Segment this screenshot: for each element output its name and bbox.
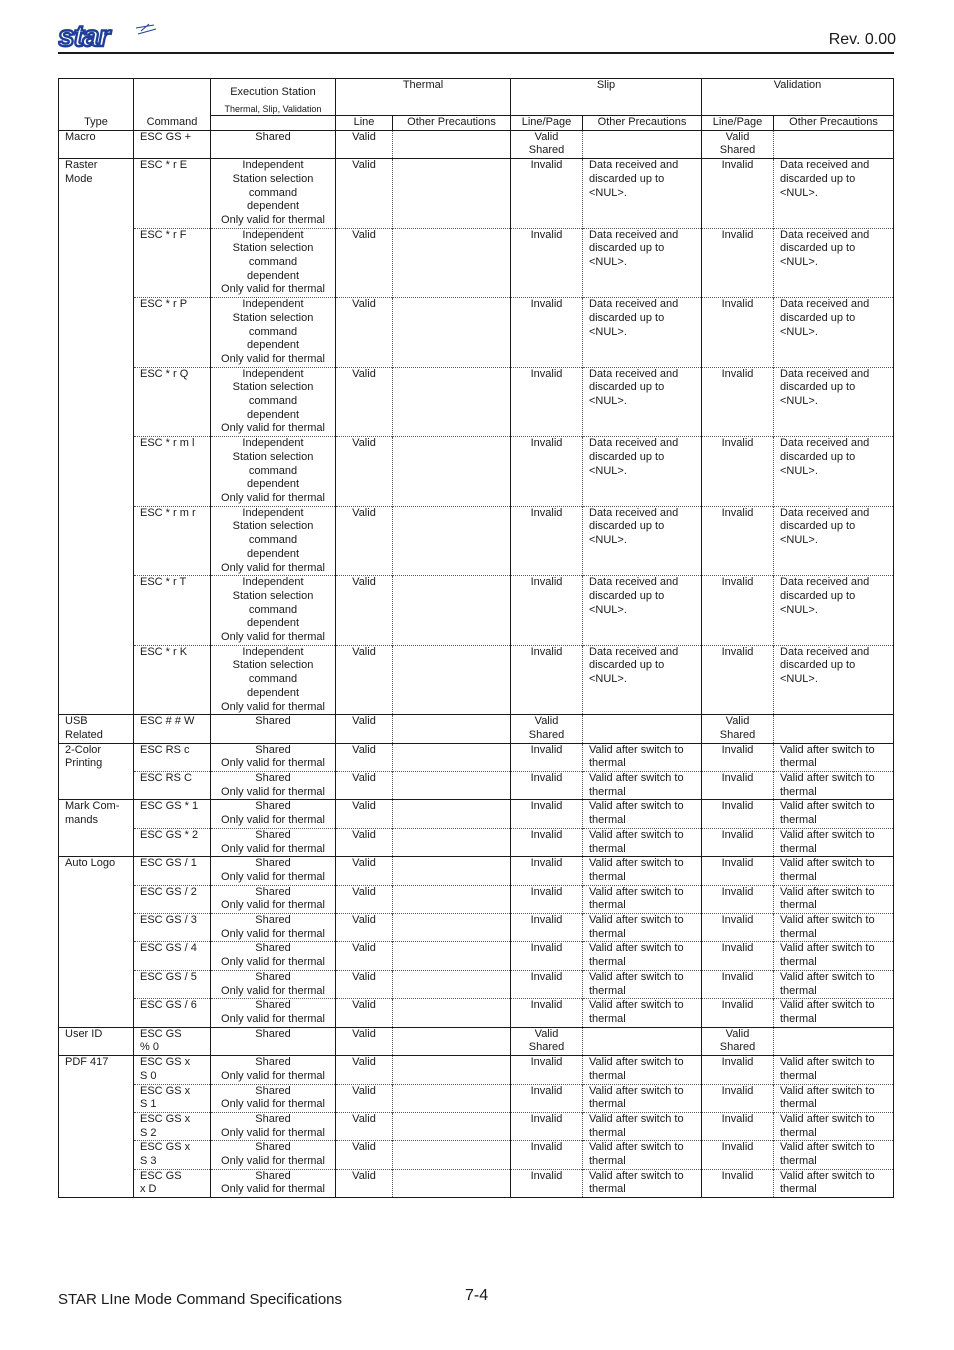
table-row (59, 743, 894, 771)
cell-thermal-other (393, 159, 511, 229)
header-slip: Slip (511, 79, 702, 116)
table-row (59, 228, 894, 298)
cell-exec: Independent Station selection command dependent Only valid for thermal (211, 645, 336, 715)
cell-slip-other: Valid after switch to thermal (583, 1112, 702, 1140)
cell-thermal-line: Valid (336, 130, 393, 158)
cell-validation-other: Data received and discarded up to <NUL>. (774, 437, 894, 507)
cell-slip-linepage: Valid Shared (511, 1027, 583, 1055)
table-row (59, 1084, 894, 1112)
cell-validation-other: Valid after switch to thermal (774, 970, 894, 998)
command-station-table (58, 78, 894, 1198)
table-body (59, 130, 894, 1197)
cell-validation-linepage: Invalid (702, 914, 774, 942)
header-thermal: Thermal (336, 79, 511, 116)
cell-thermal-other (393, 914, 511, 942)
cell-exec: Shared Only valid for thermal (211, 772, 336, 800)
cell-thermal-other (393, 130, 511, 158)
cell-type (59, 298, 134, 368)
header-slip-other: Other Precautions (583, 116, 702, 131)
table-row (59, 645, 894, 715)
cell-slip-linepage: Invalid (511, 999, 583, 1027)
cell-thermal-other (393, 645, 511, 715)
cell-slip-linepage: Invalid (511, 1084, 583, 1112)
cell-validation-other: Valid after switch to thermal (774, 1112, 894, 1140)
cell-cmd: ESC GS / 6 (134, 999, 211, 1027)
cell-cmd: ESC GS / 4 (134, 942, 211, 970)
table-row (59, 1141, 894, 1169)
cell-cmd: ESC GS x D (134, 1169, 211, 1197)
cell-validation-other: Valid after switch to thermal (774, 1141, 894, 1169)
cell-exec: Shared Only valid for thermal (211, 1112, 336, 1140)
table-row (59, 367, 894, 437)
cell-slip-other: Valid after switch to thermal (583, 1169, 702, 1197)
cell-validation-linepage: Invalid (702, 159, 774, 229)
cell-type (59, 645, 134, 715)
cell-cmd: ESC * r m l (134, 437, 211, 507)
cell-validation-other: Data received and discarded up to <NUL>. (774, 228, 894, 298)
cell-slip-other: Valid after switch to thermal (583, 743, 702, 771)
table-row (59, 914, 894, 942)
cell-cmd: ESC RS C (134, 772, 211, 800)
cell-slip-linepage: Invalid (511, 367, 583, 437)
cell-slip-linepage: Invalid (511, 228, 583, 298)
cell-cmd: ESC * r K (134, 645, 211, 715)
cell-cmd: ESC RS c (134, 743, 211, 771)
table-row (59, 1169, 894, 1197)
cell-validation-linepage: Invalid (702, 800, 774, 828)
cell-validation-other: Valid after switch to thermal (774, 800, 894, 828)
cell-thermal-line: Valid (336, 367, 393, 437)
cell-slip-other: Valid after switch to thermal (583, 800, 702, 828)
table-row (59, 857, 894, 885)
cell-thermal-other (393, 367, 511, 437)
cell-slip-linepage: Invalid (511, 772, 583, 800)
cell-validation-other: Valid after switch to thermal (774, 772, 894, 800)
cell-slip-linepage: Invalid (511, 437, 583, 507)
cell-cmd: ESC * r E (134, 159, 211, 229)
cell-cmd: ESC GS / 5 (134, 970, 211, 998)
cell-type: User ID (59, 1027, 134, 1055)
cell-validation-linepage: Valid Shared (702, 130, 774, 158)
cell-validation-linepage: Invalid (702, 298, 774, 368)
cell-slip-other: Data received and discarded up to <NUL>. (583, 576, 702, 646)
cell-validation-linepage: Valid Shared (702, 1027, 774, 1055)
cell-slip-other: Data received and discarded up to <NUL>. (583, 298, 702, 368)
cell-slip-linepage: Invalid (511, 1169, 583, 1197)
cell-cmd: ESC * r P (134, 298, 211, 368)
cell-exec: Shared Only valid for thermal (211, 999, 336, 1027)
cell-thermal-line: Valid (336, 1056, 393, 1084)
cell-exec: Shared Only valid for thermal (211, 1141, 336, 1169)
cell-validation-linepage: Invalid (702, 857, 774, 885)
cell-type: Auto Logo (59, 857, 134, 885)
cell-exec: Shared Only valid for thermal (211, 885, 336, 913)
star-logo (58, 22, 158, 50)
cell-exec: Shared (211, 130, 336, 158)
cell-slip-other: Valid after switch to thermal (583, 885, 702, 913)
cell-thermal-other (393, 1141, 511, 1169)
cell-cmd: ESC GS * 1 (134, 800, 211, 828)
cell-slip-other: Valid after switch to thermal (583, 914, 702, 942)
cell-validation-other: Data received and discarded up to <NUL>. (774, 506, 894, 576)
cell-thermal-line: Valid (336, 800, 393, 828)
cell-slip-other: Valid after switch to thermal (583, 970, 702, 998)
header-validation: Validation (702, 79, 894, 116)
cell-exec: Shared Only valid for thermal (211, 1084, 336, 1112)
cell-thermal-other (393, 1112, 511, 1140)
cell-validation-other: Valid after switch to thermal (774, 857, 894, 885)
cell-cmd: ESC * r F (134, 228, 211, 298)
table-row (59, 298, 894, 368)
cell-validation-other: Valid after switch to thermal (774, 999, 894, 1027)
cell-thermal-other (393, 437, 511, 507)
header-exec (211, 79, 336, 116)
cell-exec: Shared (211, 715, 336, 743)
cell-thermal-other (393, 999, 511, 1027)
cell-slip-linepage: Invalid (511, 914, 583, 942)
cell-type (59, 506, 134, 576)
cell-validation-other: Valid after switch to thermal (774, 1056, 894, 1084)
cell-type (59, 1169, 134, 1197)
cell-validation-linepage: Invalid (702, 885, 774, 913)
table-row (59, 999, 894, 1027)
cell-type (59, 885, 134, 913)
cell-type: PDF 417 (59, 1056, 134, 1084)
cell-type (59, 999, 134, 1027)
cell-thermal-line: Valid (336, 999, 393, 1027)
cell-slip-other: Data received and discarded up to <NUL>. (583, 506, 702, 576)
cell-slip-linepage: Invalid (511, 743, 583, 771)
cell-validation-linepage: Invalid (702, 1084, 774, 1112)
cell-validation-other (774, 715, 894, 743)
cell-slip-other: Data received and discarded up to <NUL>. (583, 228, 702, 298)
cell-exec: Shared Only valid for thermal (211, 828, 336, 856)
cell-validation-linepage: Invalid (702, 1056, 774, 1084)
cell-thermal-other (393, 942, 511, 970)
cell-exec: Independent Station selection command dependent Only valid for thermal (211, 298, 336, 368)
header-type: Type (59, 79, 134, 131)
cell-slip-linepage: Invalid (511, 576, 583, 646)
header-command: Command (134, 79, 211, 131)
cell-slip-other (583, 1027, 702, 1055)
cell-slip-other: Data received and discarded up to <NUL>. (583, 159, 702, 229)
cell-validation-other: Data received and discarded up to <NUL>. (774, 576, 894, 646)
cell-thermal-other (393, 828, 511, 856)
cell-exec: Independent Station selection command dependent Only valid for thermal (211, 506, 336, 576)
header-exec-spacer (211, 116, 336, 131)
cell-slip-other (583, 715, 702, 743)
cell-slip-linepage: Valid Shared (511, 130, 583, 158)
cell-validation-other: Valid after switch to thermal (774, 914, 894, 942)
cell-validation-linepage: Invalid (702, 970, 774, 998)
cell-slip-linepage: Invalid (511, 1141, 583, 1169)
cell-thermal-line: Valid (336, 1112, 393, 1140)
cell-validation-linepage: Invalid (702, 772, 774, 800)
cell-type: 2-Color Printing (59, 743, 134, 771)
cell-thermal-line: Valid (336, 743, 393, 771)
cell-slip-other: Valid after switch to thermal (583, 828, 702, 856)
cell-type (59, 576, 134, 646)
table-row (59, 885, 894, 913)
cell-type (59, 367, 134, 437)
table-row (59, 942, 894, 970)
cell-slip-linepage: Invalid (511, 298, 583, 368)
cell-slip-linepage: Invalid (511, 942, 583, 970)
cell-validation-other (774, 1027, 894, 1055)
cell-exec: Shared Only valid for thermal (211, 743, 336, 771)
table-row (59, 1056, 894, 1084)
header-validation-other: Other Precautions (774, 116, 894, 131)
cell-validation-linepage: Invalid (702, 437, 774, 507)
cell-thermal-other (393, 228, 511, 298)
table-row (59, 437, 894, 507)
cell-validation-linepage: Invalid (702, 645, 774, 715)
cell-thermal-line: Valid (336, 885, 393, 913)
footer-page-number: 7-4 (465, 1287, 489, 1304)
cell-validation-other: Valid after switch to thermal (774, 1084, 894, 1112)
cell-validation-other: Data received and discarded up to <NUL>. (774, 645, 894, 715)
cell-slip-linepage: Invalid (511, 1056, 583, 1084)
cell-exec: Shared Only valid for thermal (211, 1169, 336, 1197)
cell-cmd: ESC GS / 1 (134, 857, 211, 885)
cell-slip-other: Data received and discarded up to <NUL>. (583, 367, 702, 437)
table-row (59, 715, 894, 743)
cell-thermal-other (393, 576, 511, 646)
cell-validation-other: Valid after switch to thermal (774, 942, 894, 970)
cell-slip-other: Valid after switch to thermal (583, 942, 702, 970)
cell-validation-linepage: Invalid (702, 576, 774, 646)
cell-slip-linepage: Invalid (511, 828, 583, 856)
cell-type (59, 228, 134, 298)
cell-cmd: ESC GS + (134, 130, 211, 158)
cell-thermal-line: Valid (336, 506, 393, 576)
table-row (59, 800, 894, 828)
cell-type (59, 437, 134, 507)
cell-slip-linepage: Invalid (511, 800, 583, 828)
cell-thermal-other (393, 506, 511, 576)
cell-exec: Shared Only valid for thermal (211, 970, 336, 998)
cell-type (59, 828, 134, 856)
cell-type (59, 1112, 134, 1140)
cell-cmd: ESC GS x S 2 (134, 1112, 211, 1140)
cell-type (59, 772, 134, 800)
cell-slip-other: Data received and discarded up to <NUL>. (583, 645, 702, 715)
cell-thermal-line: Valid (336, 1141, 393, 1169)
header-thermal-line: Line (336, 116, 393, 131)
cell-cmd: ESC # # W (134, 715, 211, 743)
cell-type (59, 914, 134, 942)
footer-doc-title: STAR LIne Mode Command Specifications (58, 1291, 343, 1308)
cell-thermal-line: Valid (336, 1169, 393, 1197)
cell-validation-linepage: Invalid (702, 1141, 774, 1169)
cell-thermal-other (393, 1027, 511, 1055)
header-slip-linepage: Line/Page (511, 116, 583, 131)
header-rule (58, 52, 894, 54)
table-row (59, 970, 894, 998)
table-row (59, 828, 894, 856)
cell-slip-linepage: Valid Shared (511, 715, 583, 743)
cell-slip-other: Valid after switch to thermal (583, 1141, 702, 1169)
cell-type (59, 942, 134, 970)
table-row (59, 1027, 894, 1055)
table-row (59, 159, 894, 229)
cell-thermal-other (393, 772, 511, 800)
cell-thermal-line: Valid (336, 970, 393, 998)
cell-exec: Independent Station selection command dependent Only valid for thermal (211, 367, 336, 437)
cell-thermal-other (393, 1056, 511, 1084)
cell-thermal-line: Valid (336, 828, 393, 856)
cell-type (59, 1084, 134, 1112)
cell-thermal-line: Valid (336, 715, 393, 743)
cell-validation-linepage: Invalid (702, 743, 774, 771)
table-row (59, 1112, 894, 1140)
cell-thermal-line: Valid (336, 437, 393, 507)
cell-slip-linepage: Invalid (511, 159, 583, 229)
cell-validation-other: Data received and discarded up to <NUL>. (774, 367, 894, 437)
cell-cmd: ESC * r T (134, 576, 211, 646)
cell-exec: Independent Station selection command dependent Only valid for thermal (211, 228, 336, 298)
logo-text: star (58, 22, 110, 50)
cell-thermal-other (393, 970, 511, 998)
cell-cmd: ESC GS / 3 (134, 914, 211, 942)
header-validation-linepage: Line/Page (702, 116, 774, 131)
cell-slip-other: Valid after switch to thermal (583, 1084, 702, 1112)
cell-exec: Independent Station selection command dependent Only valid for thermal (211, 159, 336, 229)
cell-thermal-other (393, 715, 511, 743)
cell-validation-linepage: Invalid (702, 942, 774, 970)
cell-thermal-line: Valid (336, 1027, 393, 1055)
cell-thermal-line: Valid (336, 772, 393, 800)
cell-exec: Shared (211, 1027, 336, 1055)
header-exec-title: Execution Station (230, 86, 316, 98)
cell-thermal-other (393, 1084, 511, 1112)
cell-thermal-line: Valid (336, 576, 393, 646)
cell-thermal-line: Valid (336, 298, 393, 368)
cell-type: Macro (59, 130, 134, 158)
cell-validation-linepage: Invalid (702, 228, 774, 298)
cell-slip-other: Valid after switch to thermal (583, 999, 702, 1027)
cell-cmd: ESC GS / 2 (134, 885, 211, 913)
cell-thermal-line: Valid (336, 914, 393, 942)
cell-thermal-other (393, 857, 511, 885)
cell-validation-linepage: Invalid (702, 828, 774, 856)
cell-validation-other: Data received and discarded up to <NUL>. (774, 298, 894, 368)
table-row (59, 130, 894, 158)
cell-thermal-line: Valid (336, 857, 393, 885)
cell-thermal-line: Valid (336, 645, 393, 715)
cell-validation-linepage: Valid Shared (702, 715, 774, 743)
cell-thermal-other (393, 800, 511, 828)
cell-thermal-line: Valid (336, 159, 393, 229)
cell-exec: Shared Only valid for thermal (211, 857, 336, 885)
cell-exec: Shared Only valid for thermal (211, 800, 336, 828)
cell-type: USB Related (59, 715, 134, 743)
cell-cmd: ESC GS % 0 (134, 1027, 211, 1055)
table-row (59, 772, 894, 800)
cell-thermal-line: Valid (336, 942, 393, 970)
cell-slip-other: Valid after switch to thermal (583, 772, 702, 800)
cell-validation-linepage: Invalid (702, 367, 774, 437)
cell-validation-linepage: Invalid (702, 1169, 774, 1197)
cell-exec: Shared Only valid for thermal (211, 942, 336, 970)
cell-thermal-line: Valid (336, 1084, 393, 1112)
cell-slip-other: Data received and discarded up to <NUL>. (583, 437, 702, 507)
cell-validation-other: Valid after switch to thermal (774, 1169, 894, 1197)
revision-label: Rev. 0.00 (828, 31, 896, 48)
cell-validation-other: Valid after switch to thermal (774, 885, 894, 913)
cell-slip-linepage: Invalid (511, 885, 583, 913)
cell-thermal-other (393, 1169, 511, 1197)
cell-cmd: ESC * r Q (134, 367, 211, 437)
table-row (59, 576, 894, 646)
table-row (59, 506, 894, 576)
cell-thermal-other (393, 885, 511, 913)
cell-exec: Independent Station selection command dependent Only valid for thermal (211, 437, 336, 507)
cell-slip-linepage: Invalid (511, 970, 583, 998)
cell-slip-other: Valid after switch to thermal (583, 857, 702, 885)
cell-validation-other: Valid after switch to thermal (774, 743, 894, 771)
cell-slip-other: Valid after switch to thermal (583, 1056, 702, 1084)
header-exec-sub: Thermal, Slip, Validation (224, 104, 322, 114)
cell-slip-linepage: Invalid (511, 1112, 583, 1140)
cell-exec: Independent Station selection command dependent Only valid for thermal (211, 576, 336, 646)
cell-validation-linepage: Invalid (702, 506, 774, 576)
cell-validation-linepage: Invalid (702, 999, 774, 1027)
cell-thermal-other (393, 743, 511, 771)
cell-slip-other (583, 130, 702, 158)
cell-type: Raster Mode (59, 159, 134, 229)
cell-slip-linepage: Invalid (511, 857, 583, 885)
cell-cmd: ESC * r m r (134, 506, 211, 576)
cell-validation-linepage: Invalid (702, 1112, 774, 1140)
cell-validation-other (774, 130, 894, 158)
cell-validation-other: Data received and discarded up to <NUL>. (774, 159, 894, 229)
cell-thermal-other (393, 298, 511, 368)
cell-exec: Shared Only valid for thermal (211, 1056, 336, 1084)
cell-cmd: ESC GS x S 0 (134, 1056, 211, 1084)
header-thermal-other: Other Precautions (393, 116, 511, 131)
cell-slip-linepage: Invalid (511, 506, 583, 576)
cell-type: Mark Com- mands (59, 800, 134, 828)
cell-slip-linepage: Invalid (511, 645, 583, 715)
cell-cmd: ESC GS x S 1 (134, 1084, 211, 1112)
cell-cmd: ESC GS * 2 (134, 828, 211, 856)
cell-exec: Shared Only valid for thermal (211, 914, 336, 942)
cell-thermal-line: Valid (336, 228, 393, 298)
cell-validation-other: Valid after switch to thermal (774, 828, 894, 856)
cell-type (59, 1141, 134, 1169)
cell-type (59, 970, 134, 998)
cell-cmd: ESC GS x S 3 (134, 1141, 211, 1169)
